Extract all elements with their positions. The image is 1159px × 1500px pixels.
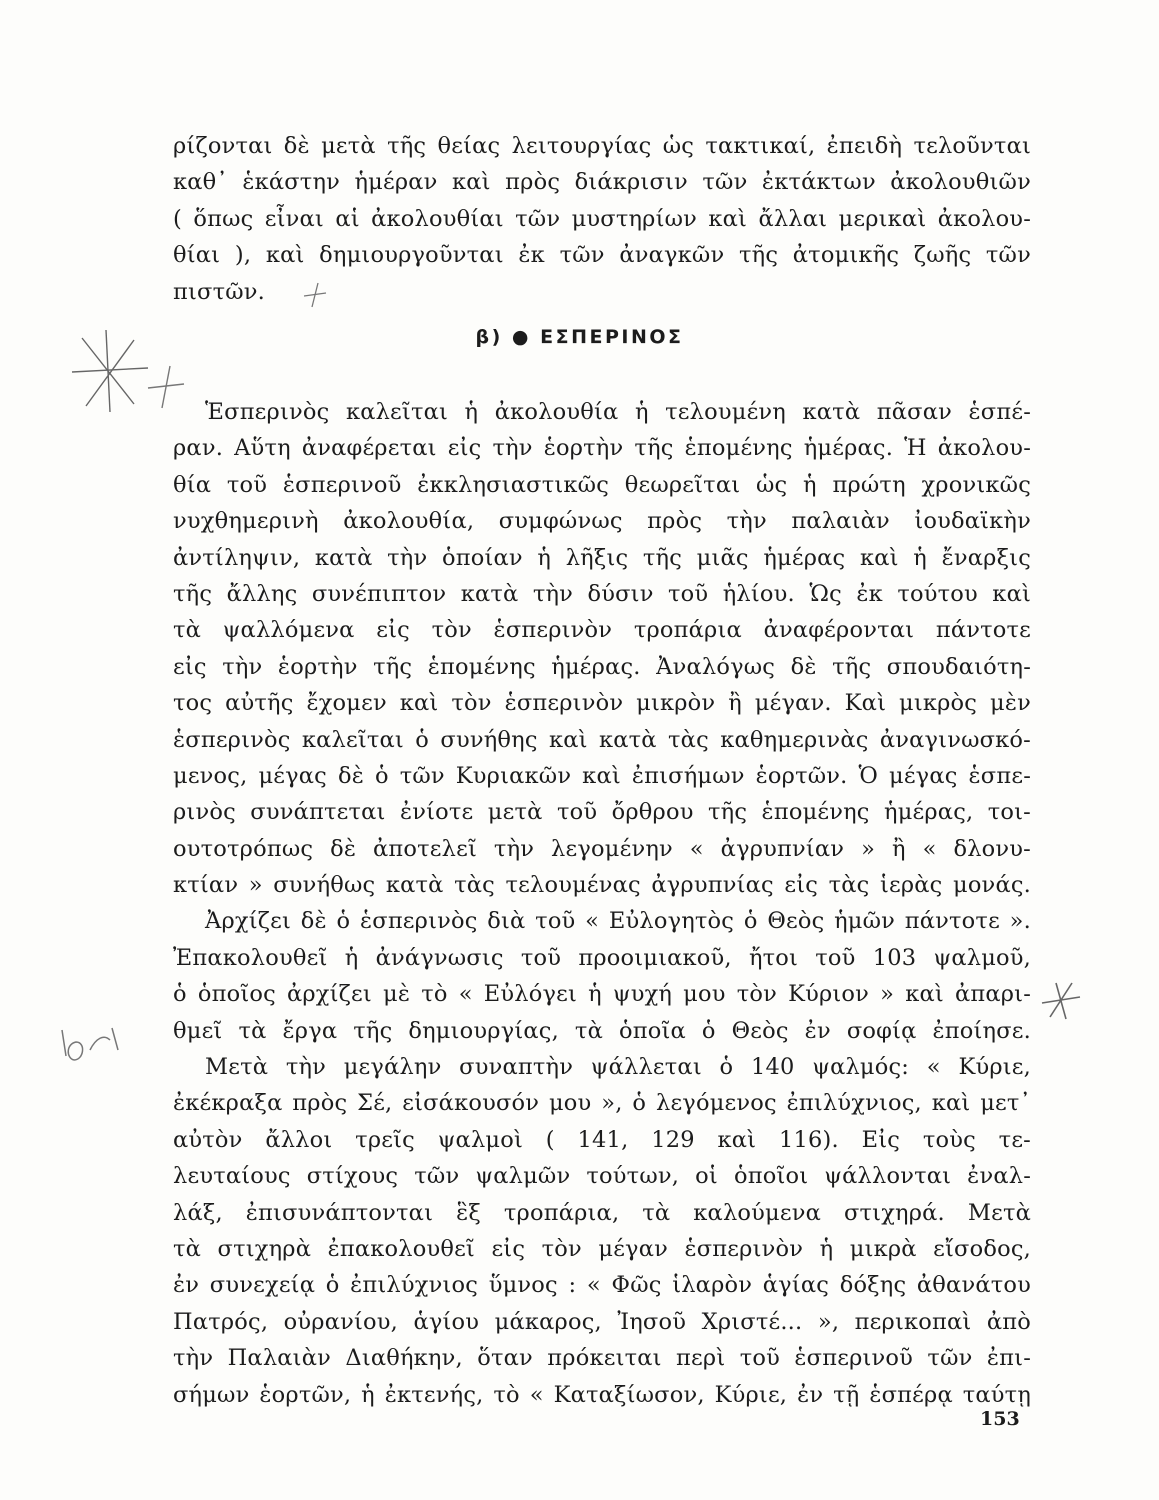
text-line: θμεῖ τὰ ἔργα τῆς δημιουργίας, τὰ ὁποῖα ὁ Θεὸς ἐν σοφίᾳ ἐποίησε. — [173, 1017, 1031, 1044]
text-line: Ἑσπερινὸς καλεῖται ἡ ἀκολουθία ἡ τελουμένη κατὰ πᾶσαν ἑσπέ- — [205, 399, 1031, 425]
text-line: αὐτὸν ἄλλοι τρεῖς ψαλμοὶ ( 141, 129 καὶ 116). Εἰς τοὺς τε- — [173, 1126, 1031, 1153]
text-line: Πατρός, οὐρανίου, ἁγίου μάκαρος, Ἰησοῦ Χριστέ... », περικοπαὶ ἀπὸ — [173, 1308, 1031, 1335]
text-line: θίαι ), καὶ δημιουργοῦνται ἐκ τῶν ἀναγκῶν τῆς ἀτομικῆς ζωῆς τῶν — [173, 242, 1031, 269]
text-line: Ἀρχίζει δὲ ὁ ἑσπερινὸς διὰ τοῦ « Εὐλογητὸς ὁ Θεὸς ἡμῶν πάντοτε ». — [205, 908, 1031, 935]
text-line: ρίζονται δὲ μετὰ τῆς θείας λειτουργίας ὡς τακτικαί, ἐπειδὴ τελοῦνται — [173, 133, 1031, 159]
text-line: θία τοῦ ἑσπερινοῦ ἐκκλησιαστικῶς θεωρεῖται ὡς ἡ πρώτη χρονικῶς — [173, 471, 1031, 498]
text-line: ἑσπερινὸς καλεῖται ὁ συνήθης καὶ κατὰ τὰς καθημερινὰς ἀναγινωσκό- — [173, 726, 1031, 753]
pencil-asterisk-mark-icon — [1036, 975, 1086, 1025]
text-line: ἐν συνεχείᾳ ὁ ἐπιλύχνιος ὕμνος : « Φῶς ἱλαρὸν ἁγίας δόξης ἀθανάτου — [173, 1272, 1031, 1299]
text-line: σήμων ἑορτῶν, ἡ ἐκτενής, τὸ « Καταξίωσον, Κύριε, ἐν τῇ ἑσπέρᾳ ταύτῃ — [173, 1381, 1031, 1408]
text-line: νυχθημερινὴ ἀκολουθία, συμφώνως πρὸς τὴν παλαιὰν ἰουδαϊκὴν — [173, 508, 1031, 535]
text-line: ἀντίληψιν, κατὰ τὴν ὁποίαν ἡ λῆξις τῆς μιᾶς ἡμέρας καὶ ἡ ἔναρξις — [173, 544, 1031, 571]
main-body — [173, 394, 1031, 1413]
text-line: μενος, μέγας δὲ ὁ τῶν Κυριακῶν καὶ ἐπισήμων ἑορτῶν. Ὁ μέγας ἑσπε- — [173, 762, 1031, 789]
text-line: εἰς τὴν ἑορτὴν τῆς ἑπομένης ἡμέρας. Ἀναλόγως δὲ τῆς σπουδαιότη- — [173, 653, 1031, 680]
text-line: πιστῶν. — [173, 278, 265, 305]
text-line: ουτοτρόπως δὲ ἀποτελεῖ τὴν λεγομένην « ἀγρυπνίαν » ἢ « δλονυ- — [173, 835, 1031, 862]
pencil-scribble-mark-icon — [52, 1020, 132, 1070]
text-line: ὁ ὁποῖος ἀρχίζει μὲ τὸ « Εὐλόγει ἡ ψυχή μου τὸν Κύριον » καὶ ἀπαρι- — [173, 981, 1031, 1008]
text-line: κτίαν » συνήθως κατὰ τὰς τελουμένας ἀγρυπνίας εἰς τὰς ἱερὰς μονάς. — [173, 872, 1031, 899]
text-line: καθ᾽ ἑκάστην ἡμέραν καὶ πρὸς διάκρισιν τῶν ἐκτάκτων ἀκολουθιῶν — [173, 169, 1031, 196]
text-line: τὰ στιχηρὰ ἐπακολουθεῖ εἰς τὸν μέγαν ἑσπερινὸν ἡ μικρὰ εἴσοδος, — [173, 1235, 1031, 1262]
text-line: ( ὅπως εἶναι αἱ ἀκολουθίαι τῶν μυστηρίων καὶ ἄλλαι μερικαὶ ἀκολου- — [173, 205, 1031, 232]
text-line: ρινὸς συνάπτεται ἐνίοτε μετὰ τοῦ ὄρθρου τῆς ἑπομένης ἡμέρας, τοι- — [173, 799, 1031, 826]
text-line: Μετὰ τὴν μεγάλην συναπτὴν ψάλλεται ὁ 140 ψαλμός: « Κύριε, — [205, 1054, 1031, 1081]
text-line: τος αὐτῆς ἔχομεν καὶ τὸν ἑσπερινὸν μικρὸν ἢ μέγαν. Καὶ μικρὸς μὲν — [173, 690, 1031, 717]
text-line: τὴν Παλαιὰν Διαθήκην, ὅταν πρόκειται περὶ τοῦ ἑσπερινοῦ τῶν ἐπι- — [173, 1345, 1031, 1372]
text-line: Ἐπακολουθεῖ ἡ ἀνάγνωσις τοῦ προοιμιακοῦ, ἤτοι τοῦ 103 ψαλμοῦ, — [173, 944, 1031, 971]
page-number: 153 — [980, 1408, 1020, 1430]
text-line: λευταίους στίχους τῶν ψαλμῶν τούτων, οἱ ὁποῖοι ψάλλονται ἐναλ- — [173, 1163, 1031, 1190]
text-line: τὰ ψαλλόμενα εἰς τὸν ἑσπερινὸν τροπάρια ἀναφέρονται πάντοτε — [173, 617, 1031, 644]
top-paragraph — [173, 128, 1031, 310]
section-heading: β) ● ΕΣΠΕΡΙΝΟΣ — [475, 326, 684, 348]
text-line: ἐκέκραξα πρὸς Σέ, εἰσάκουσόν μου », ὁ λεγόμενος ἐπιλύχνιος, καὶ μετ᾽ — [173, 1090, 1031, 1117]
text-line: τῆς ἄλλης συνέπιπτον κατὰ τὴν δύσιν τοῦ ἡλίου. Ὡς ἐκ τούτου καὶ — [173, 580, 1031, 607]
text-line: λάξ, ἐπισυνάπτονται ἓξ τροπάρια, τὰ καλούμενα στιχηρά. Μετὰ — [173, 1199, 1031, 1226]
text-line: ραν. Αὕτη ἀναφέρεται εἰς τὴν ἑορτὴν τῆς ἑπομένης ἡμέρας. Ἡ ἀκολου- — [173, 435, 1031, 462]
